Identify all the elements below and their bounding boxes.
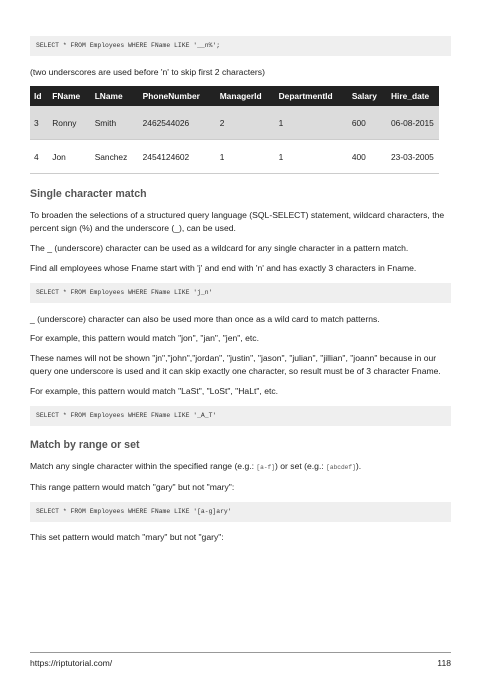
section-heading-range-set: Match by range or set — [30, 439, 140, 451]
inline-code: [abcdef] — [326, 464, 356, 471]
code-block-4: SELECT * FROM Employees WHERE FName LIKE '[a-g]ary' — [30, 502, 451, 522]
cell: 3 — [30, 106, 48, 140]
paragraph: Find all employees whose Fname start with 'j' and end with 'n' and has exactly 3 characters in Fname. — [30, 263, 417, 273]
col-salary: Salary — [348, 86, 387, 106]
cell: Ronny — [48, 106, 90, 140]
cell: 23-03-2005 — [387, 140, 439, 174]
paragraph: This set pattern would match "mary" but not "gary": — [30, 532, 224, 542]
code-block-2: SELECT * FROM Employees WHERE FName LIKE 'j_n' — [30, 283, 451, 303]
col-managerid: ManagerId — [216, 86, 275, 106]
col-fname: FName — [48, 86, 90, 106]
inline-code: [a-f] — [256, 464, 275, 471]
text-segment: Match any single character within the specified range (e.g.: — [30, 461, 257, 471]
cell: Jon — [48, 140, 90, 174]
cell: 600 — [348, 106, 387, 140]
paragraph-range-set — [30, 460, 451, 474]
cell: 2 — [216, 106, 275, 140]
cell: Smith — [91, 106, 139, 140]
cell: 2454124602 — [139, 140, 216, 174]
employees-table — [30, 86, 439, 174]
cell: 2462544026 — [139, 106, 216, 140]
page-content — [30, 36, 451, 544]
cell: 400 — [348, 140, 387, 174]
paragraph: These names will not be shown "jn","john","jordan", "justin", "jason", "julian", "jillian", "joann" because in our query one underscore is used and it can skip exactly one character, so result must be of 3 character Fname. — [30, 353, 441, 376]
code-block-3: SELECT * FROM Employees WHERE FName LIKE '_A_T' — [30, 406, 451, 426]
text-segment: ) or set (e.g.: — [275, 461, 327, 471]
table-row — [30, 106, 439, 140]
page-number: 118 — [437, 658, 451, 668]
paragraph: To broaden the selections of a structured query language (SQL-SELECT) statement, wildcard characters, the percent sign (%) and the underscore (_), can be used. — [30, 210, 445, 233]
cell: Sanchez — [91, 140, 139, 174]
cell: 4 — [30, 140, 48, 174]
section-heading-single-char: Single character match — [30, 188, 147, 200]
col-id: Id — [30, 86, 48, 106]
cell: 06-08-2015 — [387, 106, 439, 140]
col-phone: PhoneNumber — [139, 86, 216, 106]
table-row — [30, 140, 439, 174]
table-header-row — [30, 86, 439, 106]
code-block-1: SELECT * FROM Employees WHERE FName LIKE '__n%'; — [30, 36, 451, 56]
paragraph: This range pattern would match "gary" but not "mary": — [30, 482, 235, 492]
paragraph: _ (underscore) character can also be used more than once as a wild card to match patterns. — [30, 314, 380, 324]
page-footer — [30, 652, 451, 668]
cell: 1 — [275, 140, 348, 174]
col-hiredate: Hire_date — [387, 86, 439, 106]
col-lname: LName — [91, 86, 139, 106]
footer-url-link[interactable]: https://riptutorial.com/ — [30, 658, 113, 668]
cell: 1 — [216, 140, 275, 174]
paragraph: For example, this pattern would match "LaSt", "LoSt", "HaLt", etc. — [30, 386, 279, 396]
paragraph: For example, this pattern would match "jon", "jan", "jen", etc. — [30, 333, 259, 343]
paragraph: The _ (underscore) character can be used as a wildcard for any single character in a pattern match. — [30, 243, 409, 253]
text-segment: ). — [355, 461, 362, 471]
cell: 1 — [275, 106, 348, 140]
col-departmentid: DepartmentId — [275, 86, 348, 106]
note-text: (two underscores are used before 'n' to skip first 2 characters) — [30, 67, 265, 77]
